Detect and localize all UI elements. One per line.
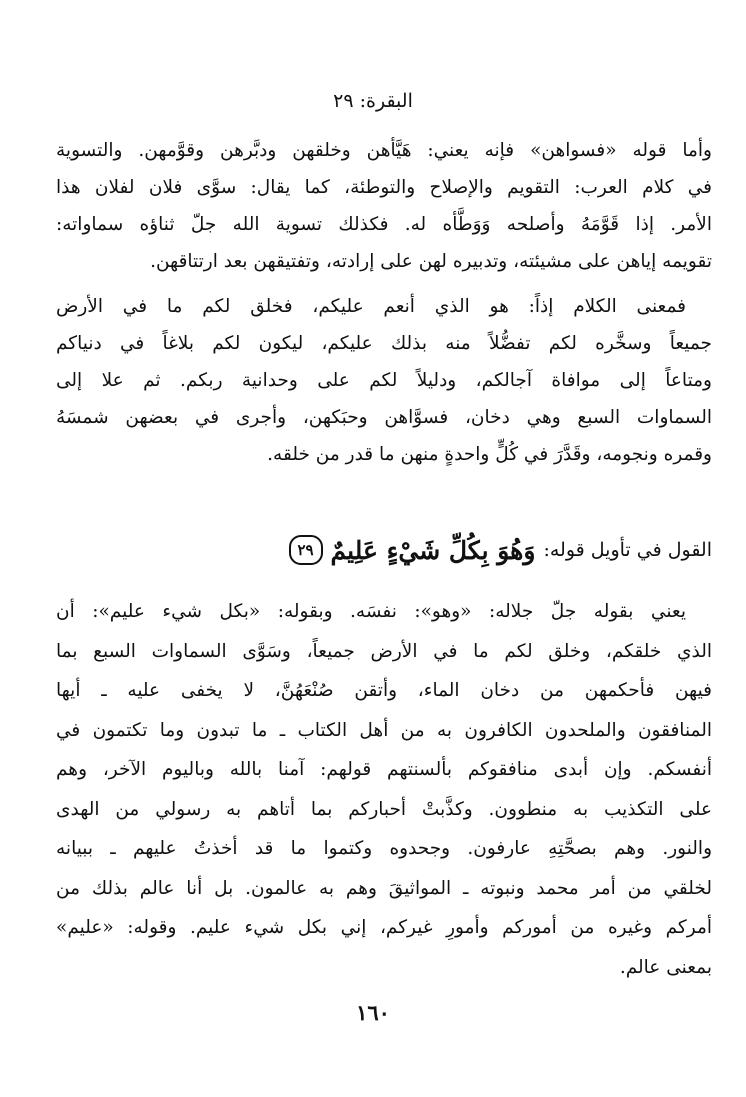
text-line: جميعاً وسخَّره لكم تفضُّلاً منه بذلك عليكم، ليكون لكم بلاغاً في دنياكم (56, 333, 712, 354)
section-heading (56, 530, 712, 570)
text-line: السماوات السبع وهي دخان، فسوَّاهن وحبَكهن، وأجرى في بعضهن شمسَهُ (56, 407, 712, 428)
running-header-text: البقرة: ٢٩ (333, 90, 413, 112)
text-line: على التكذيب به منطوون. وكذَّبتْ أحباركم بما أتاهم به رسولي من الهدى (56, 798, 712, 820)
page-number-text: ١٦٠ (356, 1000, 390, 1025)
text-line: فيهن فأحكمهن من دخان الماء، وأتقن صُنْعَهُنَّ، لا يخفى عليه ـ أيها (56, 680, 712, 701)
paragraph-2 (56, 288, 712, 473)
paragraph-3 (56, 592, 712, 987)
text-line: ومتاعاً إلى موافاة آجالكم، ودليلاً لكم على وحدانية ربكم. ثم علا إلى (56, 370, 712, 391)
text-line: وأما قوله «فسواهن» فإنه يعني: هَيَّأهن وخلقهن ودبَّرهن وقوَّمهن. والتسوية (56, 140, 712, 161)
text-line: وقمره ونجومه، وقَدَّرَ في كُلٍّ واحدةٍ منهن ما قدر من خلقه. (267, 444, 712, 465)
text-line: الأمر. إذا قَوَّمَهُ وأصلحه وَوَطَّأه له. فكذلك تسوية الله جلّ ثناؤه سماواته: (56, 214, 712, 235)
heading-label: القول في تأويل قوله: (543, 539, 712, 561)
ayah-number-icon (289, 535, 323, 565)
ayah-number: ٢٩ (297, 541, 314, 559)
text-line: المنافقون والملحدون الكافرون به من أهل الكتاب ـ ما تبدون وما تكتمون في (56, 719, 712, 741)
text-line: يعني بقوله جلّ جلاله: «وهو»: نفسَه. وبقوله: «بكل شيء عليم»: أن (56, 601, 686, 622)
text-line: لخلقي من أمر محمد ونبوته ـ المواثيقَ وهم به عالمون. بل أنا عالم بذلك من (56, 877, 712, 899)
text-line: تقويمه إياهن على مشيئته، وتدبيره لهن على إرادته، وتفتيقهن بعد ارتتاقهن. (150, 251, 712, 272)
text-line: فمعنى الكلام إذاً: هو الذي أنعم عليكم، فخلق لكم ما في الأرض (56, 296, 686, 317)
text-line: الذي خلقكم، وخلق لكم ما في الأرض جميعاً، وسَوَّى السماوات السبع بما (56, 640, 712, 662)
running-header (0, 88, 746, 114)
text-line: بمعنى عالم. (619, 956, 712, 978)
page-number (0, 1000, 746, 1025)
text-line: والنور. وهم بصحَّتِهِ عارفون. وجحدوه وكتموا ما قد أخذتُ عليهم ـ ببيانه (56, 838, 712, 859)
text-line: أمركم وغيره من أموركم وأمورِ غيركم، إني بكل شيء عليم. وقوله: «عليم» (56, 917, 712, 938)
text-line: في كلام العرب: التقويم والإصلاح والتوطئة، كما يقال: سوَّى فلان لفلان هذا (56, 177, 712, 198)
quran-verse: وَهُوَ بِكُلِّ شَيْءٍ عَلِيمٌ (330, 535, 536, 565)
text-line: أنفسكم. وإن أبدى منافقوكم بألسنتهم قولهم: آمنا بالله وباليوم الآخر، وهم (56, 759, 712, 780)
paragraph-1 (56, 132, 712, 280)
